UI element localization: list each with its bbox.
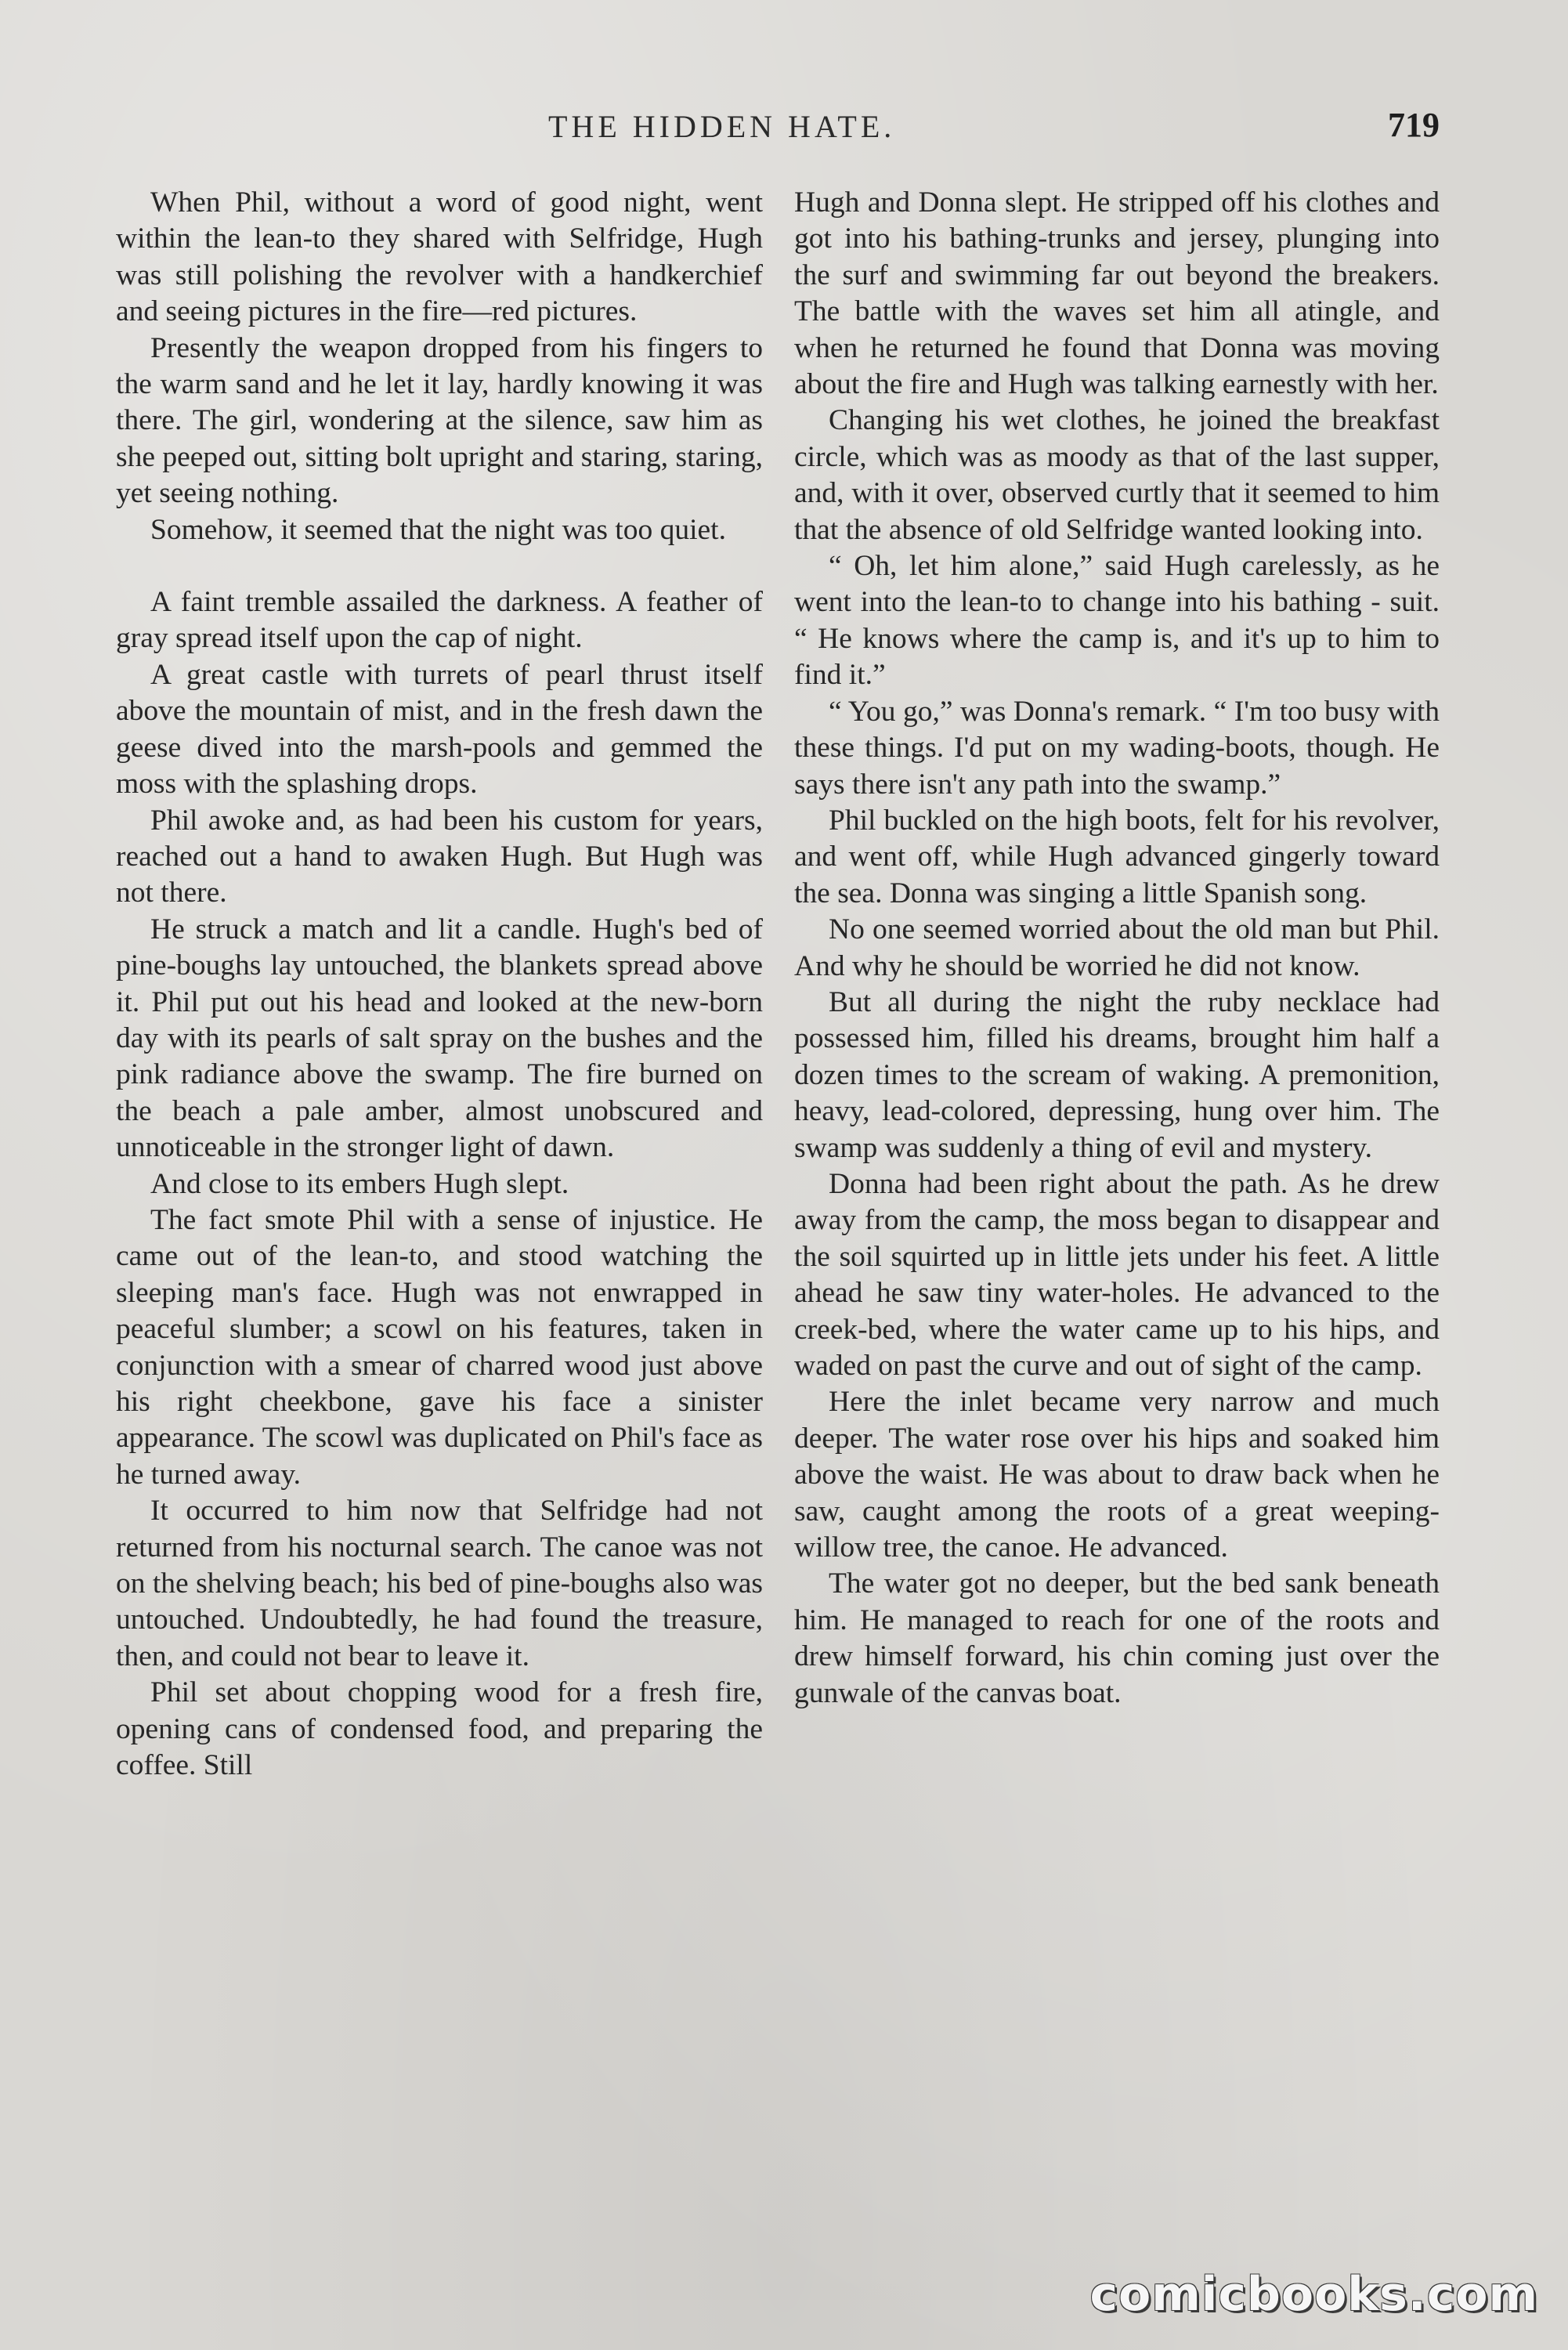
paragraph: A faint tremble assailed the darkness. A feather of gray spread itself upon the cap of night. — [116, 586, 763, 655]
left-column — [116, 185, 763, 1784]
paragraph: Changing his wet clothes, he joined the breakfast circle, which was as moody as that of the last supper, and, with it over, observed curtly that it seemed to him that the absence of old Selfridge wanted looking into. — [794, 404, 1440, 546]
paragraph: Donna had been right about the path. As he drew away from the camp, the moss began to disappear and the soil squirted up in little jets under his feet. A little ahead he saw tiny water-holes. He advanced to the creek-bed, where the water came up to his hips, and waded on past the curve and out of sight of the camp. — [794, 1167, 1440, 1382]
running-title: THE HIDDEN HATE. — [548, 109, 896, 144]
paragraph: The water got no deeper, but the bed sank beneath him. He managed to reach for one of the roots and drew himself forward, his chin coming just over the gunwale of the canvas boat. — [794, 1567, 1440, 1709]
site-watermark: comicbooks.com — [1089, 2267, 1538, 2322]
paragraph: He struck a match and lit a candle. Hugh's bed of pine-boughs lay untouched, the blankets spread above it. Phil put out his head and looked at the new-born day with its pearls of salt spray on the bushes and the pink radiance above the swamp. The fire burned on the beach a pale amber, almost unobscured and unnoticeable in the stronger light of dawn. — [116, 913, 763, 1164]
paragraph: But all during the night the ruby necklace had possessed him, filled his dreams, brought him half a dozen times to the scream of waking. A premonition, heavy, lead-colored, depressing, hung over him. The swamp was suddenly a thing of evil and mystery. — [794, 985, 1440, 1164]
paragraph: Phil awoke and, as had been his custom for years, reached out a hand to awaken Hugh. But Hugh was not there. — [116, 804, 763, 909]
paragraph: Phil set about chopping wood for a fresh fire, opening cans of condensed food, and preparing the coffee. Still — [116, 1676, 763, 1782]
paragraph: When Phil, without a word of good night, went within the lean-to they shared with Selfridge, Hugh was still polishing the revolver with a handkerchief and seeing pictures in the fire—red pictures. — [116, 186, 763, 328]
paragraph: It occurred to him now that Selfridge had not returned from his nocturnal search. The canoe was not on the shelving beach; his bed of pine-boughs also was untouched. Undoubtedly, he had found the treasure, then, and could not bear to leave it. — [116, 1495, 763, 1672]
paragraph: Presently the weapon dropped from his fingers to the warm sand and he let it lay, hardly knowing it was there. The girl, wondering at the silence, saw him as she peeped out, sitting bolt upright and staring, staring, yet seeing nothing. — [116, 331, 763, 510]
paragraph: No one seemed worried about the old man but Phil. And why he should be worried he did not know. — [794, 913, 1440, 982]
paragraph: Phil buckled on the high boots, felt for his revolver, and went off, while Hugh advanced gingerly toward the sea. Donna was singing a little Spanish song. — [794, 804, 1440, 909]
paragraph: A great castle with turrets of pearl thrust itself above the mountain of mist, and in the fresh dawn the geese dived into the marsh-pools and gemmed the moss with the splashing drops. — [116, 658, 763, 801]
paragraph: Somehow, it seemed that the night was too quiet. — [150, 513, 726, 546]
paragraph: “ Oh, let him alone,” said Hugh carelessly, as he went into the lean-to to change into his bathing - suit. “ He knows where the camp is, and it's up to him to find it.” — [794, 550, 1440, 692]
paragraph: The fact smote Phil with a sense of injustice. He came out of the lean-to, and stood watching the sleeping man's face. Hugh was not enwrapped in peaceful slumber; a scowl on his features, taken in conjunction with a smear of charred wood just above his right cheekbone, gave his face a sinister appearance. The scowl was duplicated on Phil's face as he turned away. — [116, 1203, 763, 1491]
paragraph: And close to its embers Hugh slept. — [150, 1167, 569, 1200]
paragraph: Hugh and Donna slept. He stripped off his clothes and got into his bathing-trunks and jersey, plunging into the surf and swimming far out beyond the breakers. The battle with the waves set him all atingle, and when he returned he found that Donna was moving about the fire and Hugh was talking earnestly with her. — [794, 186, 1440, 401]
paragraph: Here the inlet became very narrow and much deeper. The water rose over his hips and soaked him above the waist. He was about to draw back when he saw, caught among the roots of a great weeping-willow tree, the canoe. He advanced. — [794, 1386, 1440, 1564]
paragraph: “ You go,” was Donna's remark. “ I'm too busy with these things. I'd put on my wading-boots, though. He says there isn't any path into the swamp.” — [794, 695, 1440, 801]
right-column — [794, 185, 1440, 1712]
page-number: 719 — [1388, 106, 1440, 144]
